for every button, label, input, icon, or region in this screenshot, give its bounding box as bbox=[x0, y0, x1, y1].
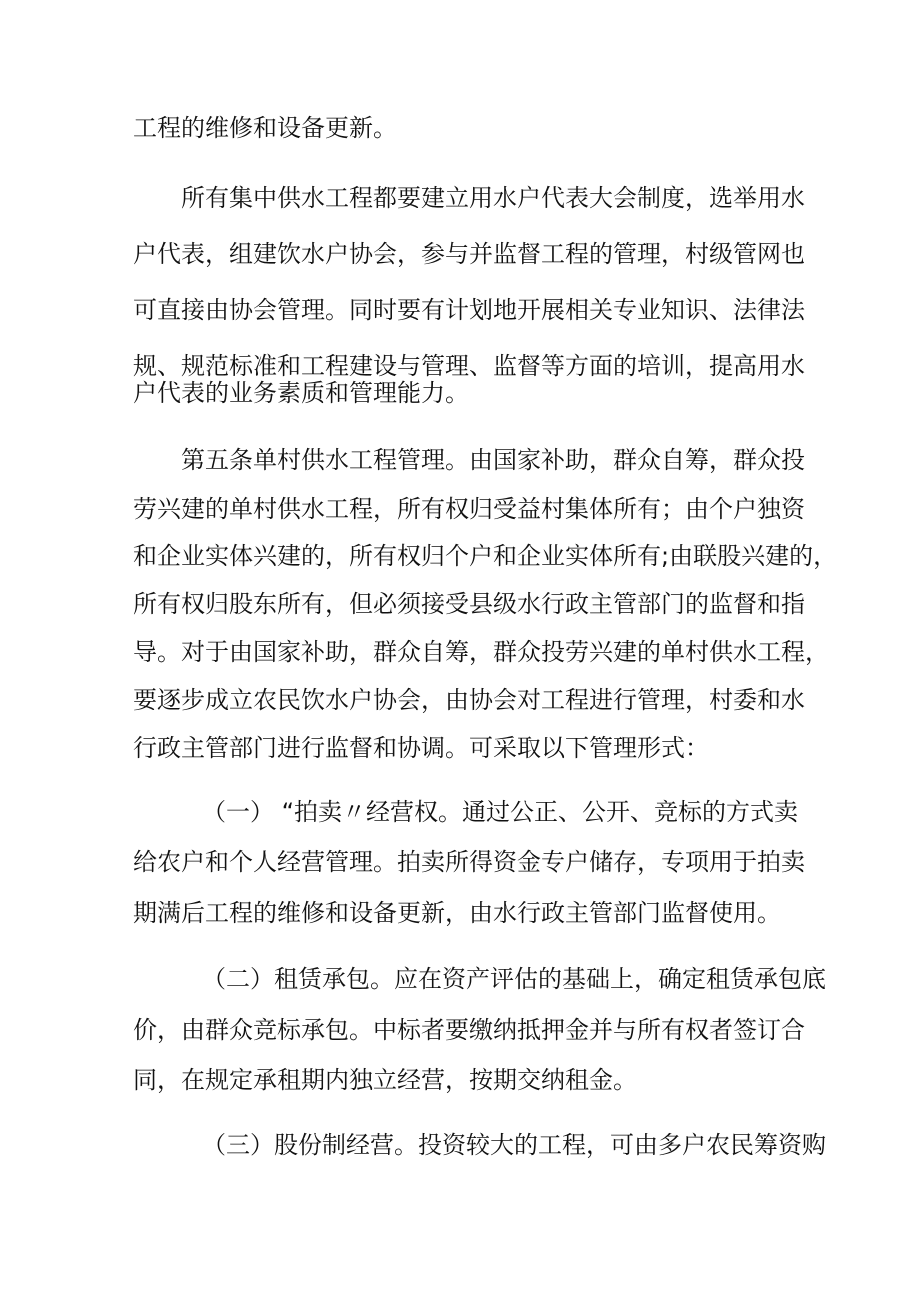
text-line-16: 期满后工程的维修和设备更新，由水行政主管部门监督使用。 bbox=[133, 899, 781, 927]
text-line-1: 工程的维修和设备更新。 bbox=[133, 114, 397, 142]
text-line-8: 劳兴建的单村供水工程，所有权归受益村集体所有；由个户独资 bbox=[133, 495, 805, 523]
clause-two-start-line: （二）租赁承包。应在资产评估的基础上，确定租赁承包底 bbox=[202, 965, 826, 993]
text-line-5: 规、规范标准和工程建设与管理、监督等方面的培训，提高用水 bbox=[133, 352, 805, 380]
article-five-start-line: 第五条单村供水工程管理。由国家补助，群众自筹，群众投 bbox=[181, 446, 805, 474]
text-line-18: 价，由群众竞标承包。中标者要缴纳抵押金并与所有权者签订合 bbox=[133, 1016, 805, 1044]
clause-one-start-line: （一） “拍卖〃经营权。通过公正、公开、竞标的方式卖 bbox=[202, 798, 799, 826]
text-line-19: 同，在规定承租期内独立经营，按期交纳租金。 bbox=[133, 1066, 637, 1094]
clause-three-start-line: （三）股份制经营。投资较大的工程，可由多户农民筹资购 bbox=[202, 1131, 826, 1159]
text-line-9: 和企业实体兴建的，所有权归个户和企业实体所有;由联股兴建的， bbox=[133, 542, 838, 570]
text-line-12: 要逐步成立农民饮水户协会，由协会对工程进行管理，村委和水 bbox=[133, 686, 805, 714]
text-line-4: 可直接由协会管理。同时要有计划地开展相关专业知识、法律法 bbox=[133, 296, 805, 324]
text-line-6: 户代表的业务素质和管理能力。 bbox=[133, 379, 469, 407]
text-line-3: 户代表，组建饮水户协会，参与并监督工程的管理，村级管网也 bbox=[133, 240, 805, 268]
text-line-10: 所有权归股东所有，但必须接受县级水行政主管部门的监督和指 bbox=[133, 590, 805, 618]
text-line-13: 行政主管部门进行监督和协调。可采取以下管理形式： bbox=[133, 734, 709, 762]
text-line-15: 给农户和个人经营管理。拍卖所得资金专户储存，专项用于拍卖 bbox=[133, 848, 805, 876]
text-line-11: 导。对于由国家补助，群众自筹，群众投劳兴建的单村供水工程， bbox=[133, 638, 829, 666]
paragraph-start-line: 所有集中供水工程都要建立用水户代表大会制度，选举用水 bbox=[181, 184, 805, 212]
